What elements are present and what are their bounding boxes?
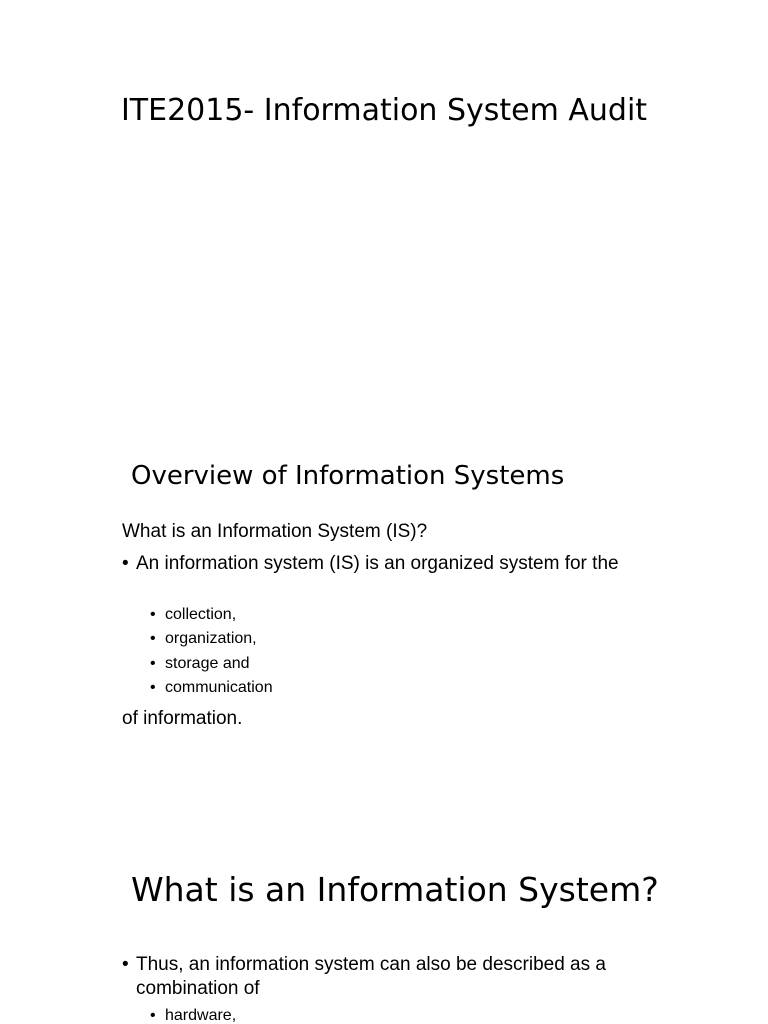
sub-bullet-text: storage and xyxy=(165,655,250,672)
sub-bullet-icon: • xyxy=(150,679,156,696)
bullet-text: Thus, an information system can also be described as a combination of xyxy=(136,954,606,999)
sub-bullet-text: collection, xyxy=(165,606,237,623)
sub-bullet-item xyxy=(150,1006,236,1024)
sub-bullet-item xyxy=(150,605,236,625)
sub-bullet-icon: • xyxy=(150,606,156,623)
sub-bullet-item xyxy=(150,678,273,698)
section-title: Overview of Information Systems xyxy=(131,461,565,491)
sub-bullet-icon: • xyxy=(150,630,156,647)
bullet-text: An information system (IS) is an organized system for the xyxy=(136,553,619,574)
question-text: What is an Information System (IS)? xyxy=(122,521,428,542)
sub-bullet-icon: • xyxy=(150,1007,156,1024)
bullet-icon: • xyxy=(122,553,129,574)
section-title: What is an Information System? xyxy=(131,870,659,909)
sub-bullet-text: organization, xyxy=(165,630,257,647)
sub-bullet-icon: • xyxy=(150,655,156,672)
bullet-item xyxy=(122,953,642,1001)
sub-bullet-item xyxy=(150,629,257,649)
sub-bullet-text: communication xyxy=(165,679,273,696)
sub-bullet-text: hardware, xyxy=(165,1007,237,1024)
slide-title: ITE2015- Information System Audit xyxy=(120,93,648,128)
bullet-icon: • xyxy=(122,954,129,975)
closing-text: of information. xyxy=(122,708,243,729)
sub-bullet-item xyxy=(150,654,250,674)
bullet-item xyxy=(122,552,642,576)
